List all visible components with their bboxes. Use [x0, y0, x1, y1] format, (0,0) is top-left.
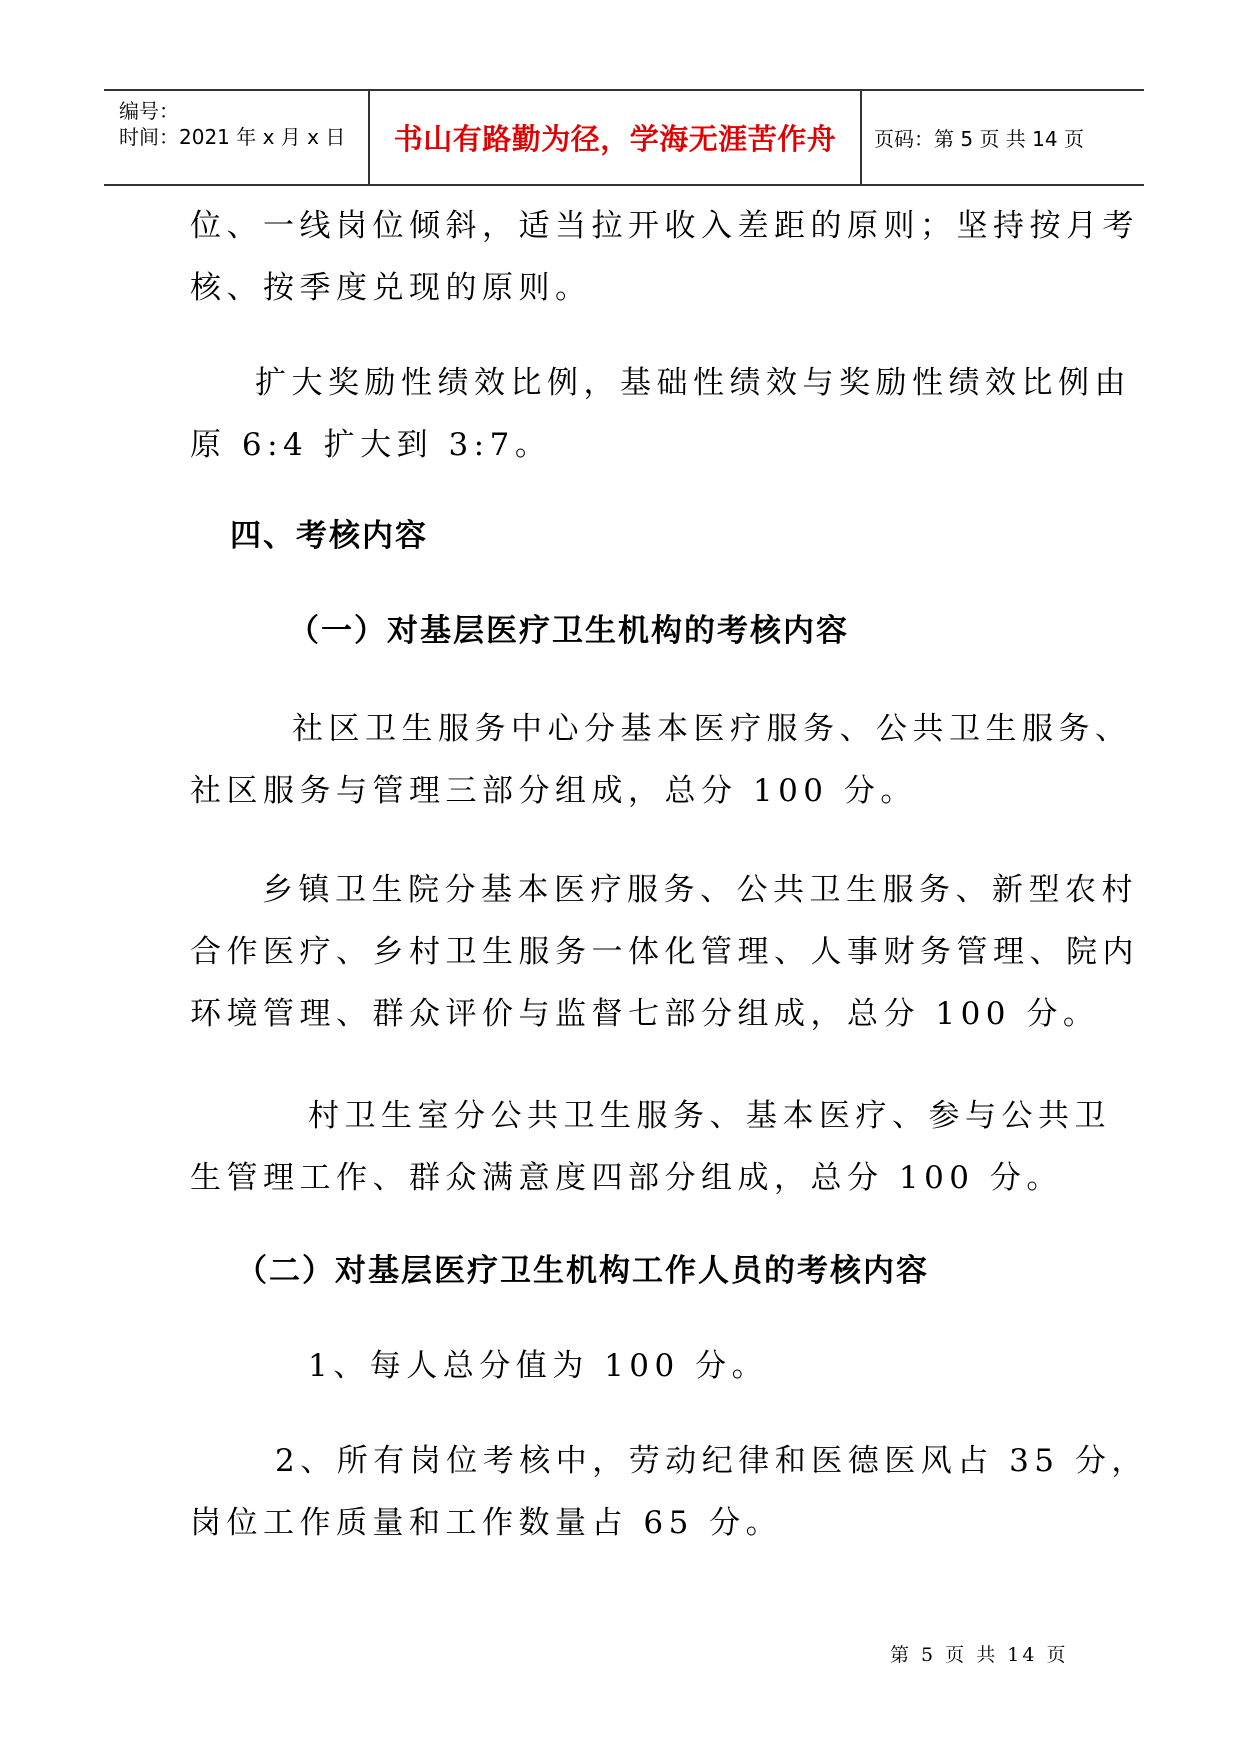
- subsection-heading: （二）对基层医疗卫生机构工作人员的考核内容: [236, 1253, 929, 1289]
- header-page-cell: [862, 91, 1144, 184]
- paragraph-line: 乡镇卫生院分基本医疗服务、公共卫生服务、新型农村: [262, 872, 1138, 908]
- paragraph-line: 社区服务与管理三部分组成，总分 100 分。: [190, 773, 917, 809]
- document-number-label: 编号：: [119, 99, 179, 123]
- paragraph-line: 核、按季度兑现的原则。: [190, 270, 592, 306]
- page-header: [104, 89, 1144, 186]
- header-motto-cell: [370, 91, 862, 184]
- paragraph-line: 生管理工作、群众满意度四部分组成，总分 100 分。: [190, 1160, 1063, 1196]
- paragraph-line: 合作医疗、乡村卫生服务一体化管理、人事财务管理、院内: [190, 934, 1139, 970]
- list-item: 1、每人总分值为 100 分。: [308, 1348, 769, 1384]
- document-time-label: 时间：2021 年 x 月 x 日: [119, 125, 346, 149]
- paragraph-line: 村卫生室分公共卫生服务、基本医疗、参与公共卫: [308, 1098, 1111, 1134]
- paragraph-line: 社区卫生服务中心分基本医疗服务、公共卫生服务、: [292, 711, 1132, 747]
- list-item: 2、所有岗位考核中，劳动纪律和医德医风占 35 分，: [275, 1443, 1148, 1479]
- page-footer: 第 5 页 共 14 页: [890, 1644, 1069, 1666]
- header-page-number: 页码：第 5 页 共 14 页: [874, 127, 1084, 151]
- header-motto: 书山有路勤为径，学海无涯苦作舟: [393, 122, 837, 156]
- section-heading: 四、考核内容: [230, 518, 428, 554]
- header-info-cell: [104, 91, 370, 184]
- paragraph-line: 扩大奖励性绩效比例，基础性绩效与奖励性绩效比例由: [255, 365, 1131, 401]
- paragraph-line: 原 6:4 扩大到 3:7。: [190, 427, 552, 463]
- paragraph-line: 位、一线岗位倾斜，适当拉开收入差距的原则；坚持按月考: [190, 208, 1139, 244]
- subsection-heading: （一）对基层医疗卫生机构的考核内容: [288, 613, 849, 649]
- list-item: 岗位工作质量和工作数量占 65 分。: [190, 1505, 783, 1541]
- paragraph-line: 环境管理、群众评价与监督七部分组成，总分 100 分。: [190, 996, 1100, 1032]
